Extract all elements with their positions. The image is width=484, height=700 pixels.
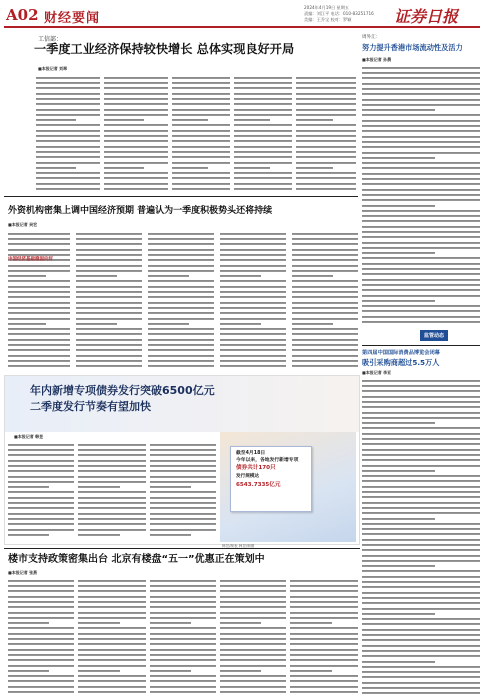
body-text-line [36, 185, 100, 190]
lead-body-col3 [172, 74, 230, 192]
body-text-line [148, 362, 214, 367]
figure-amount: 6543.7335亿元 [236, 481, 281, 488]
figure-caption: 韩昱/制表 韩昱/制图 [222, 544, 255, 548]
story4-body-col3 [150, 577, 216, 695]
sidebar-story [362, 34, 480, 53]
header-date: 2024年4月19日 星期五 [304, 5, 350, 10]
lead-body-col5 [296, 74, 356, 192]
story3-headline: 吸引采购商超过5.5万人 [362, 358, 440, 367]
body-text-line [150, 688, 216, 693]
body-text-line [78, 688, 146, 693]
lead-kicker: 工信部： [38, 36, 63, 43]
sidebar-body [362, 64, 480, 326]
divider [4, 548, 360, 549]
divider [362, 345, 480, 346]
body-text-line [76, 362, 142, 367]
sidebar-kicker: 周外汇： [362, 35, 381, 40]
story3-kicker: 第四届中国国际消费品博览会闭幕 [362, 350, 440, 356]
body-text-line [220, 362, 286, 367]
story2-body-col4 [220, 230, 286, 370]
story4-body-col1 [8, 577, 74, 695]
body-text-line [292, 362, 358, 367]
lead-byline: ■本报记者 刘翠 [38, 66, 68, 71]
story2-body-col3 [148, 230, 214, 370]
page-number: A02 [6, 6, 39, 24]
story2-headline: 外资机构密集上调中国经济预期 普遍认为一季度积极势头还将持续 [8, 206, 273, 216]
story4-headline: 楼市支持政策密集出台 北京有楼盘“五一”优惠正在策划中 [8, 554, 265, 565]
story3-body [362, 377, 480, 695]
body-text-line [150, 531, 191, 536]
header-designer: 美编：王乔宝 校对：罗颖 [304, 17, 352, 22]
sidebar-byline: ■本报记者 孙晨 [362, 57, 392, 62]
band-headline-1: 年内新增专项债券发行突破6500亿元 [30, 384, 215, 397]
story2-byline: ■本报记者 吴宏 [8, 222, 38, 227]
story4-body-col5 [290, 577, 358, 695]
body-text-line [362, 690, 480, 695]
band-body-col3 [150, 441, 216, 541]
band-headline-2: 二季度发行节奏有望加快 [30, 400, 151, 413]
section-tag: 监管动态 [420, 330, 448, 341]
story3-byline: ■本报记者 李亚 [362, 370, 392, 375]
figure-card [230, 446, 312, 512]
figure-text: 今年以来，各地发行新增专项 [236, 457, 299, 463]
story2-body-col2 [76, 230, 142, 370]
header-editor: 责编：刘江平 电话：010-83251716 [304, 11, 374, 16]
body-text-line [8, 688, 74, 693]
story4-byline: ■本报记者 张燕 [8, 570, 38, 575]
figure-count: 债券共计170只 [236, 465, 276, 471]
story2-body-col1 [8, 230, 70, 370]
body-text-line [104, 185, 168, 190]
header-meta [304, 5, 404, 23]
story4-body-col4 [220, 577, 286, 695]
band-body-col1 [8, 441, 74, 541]
body-text-line [290, 688, 358, 693]
body-text-line [362, 318, 480, 323]
story2-body-col5 [292, 230, 358, 370]
sidebar-headline: 努力提升香港市场流动性及活力 [362, 43, 463, 52]
body-text-line [8, 531, 49, 536]
band-body-col2 [78, 441, 146, 541]
lead-headline: 一季度工业经济保持较快增长 总体实现良好开局 [34, 42, 295, 56]
body-text-line [78, 531, 120, 536]
lead-body-col4 [234, 74, 292, 192]
figure-scale-label: 发行规模达 [236, 474, 259, 479]
section-title: 财经要闻 [44, 11, 101, 26]
divider [4, 196, 358, 197]
body-text-line [220, 688, 286, 693]
body-text-line [8, 362, 70, 367]
story4-body-col2 [78, 577, 146, 695]
bond-issuance-figure [220, 432, 356, 542]
story2-subhead: 中国经济基础稳固向好 [8, 257, 53, 262]
paper-logo: 证券日报 [394, 7, 459, 26]
lead-body-col1 [36, 74, 100, 192]
body-text-line [296, 185, 356, 190]
lead-body-col2 [104, 74, 168, 192]
page-header [4, 2, 480, 28]
body-text-line [172, 185, 230, 190]
body-text-line [234, 185, 292, 190]
band-byline: ■本报记者 韩昱 [14, 434, 44, 439]
figure-date: 截至4月18日 [236, 451, 266, 456]
